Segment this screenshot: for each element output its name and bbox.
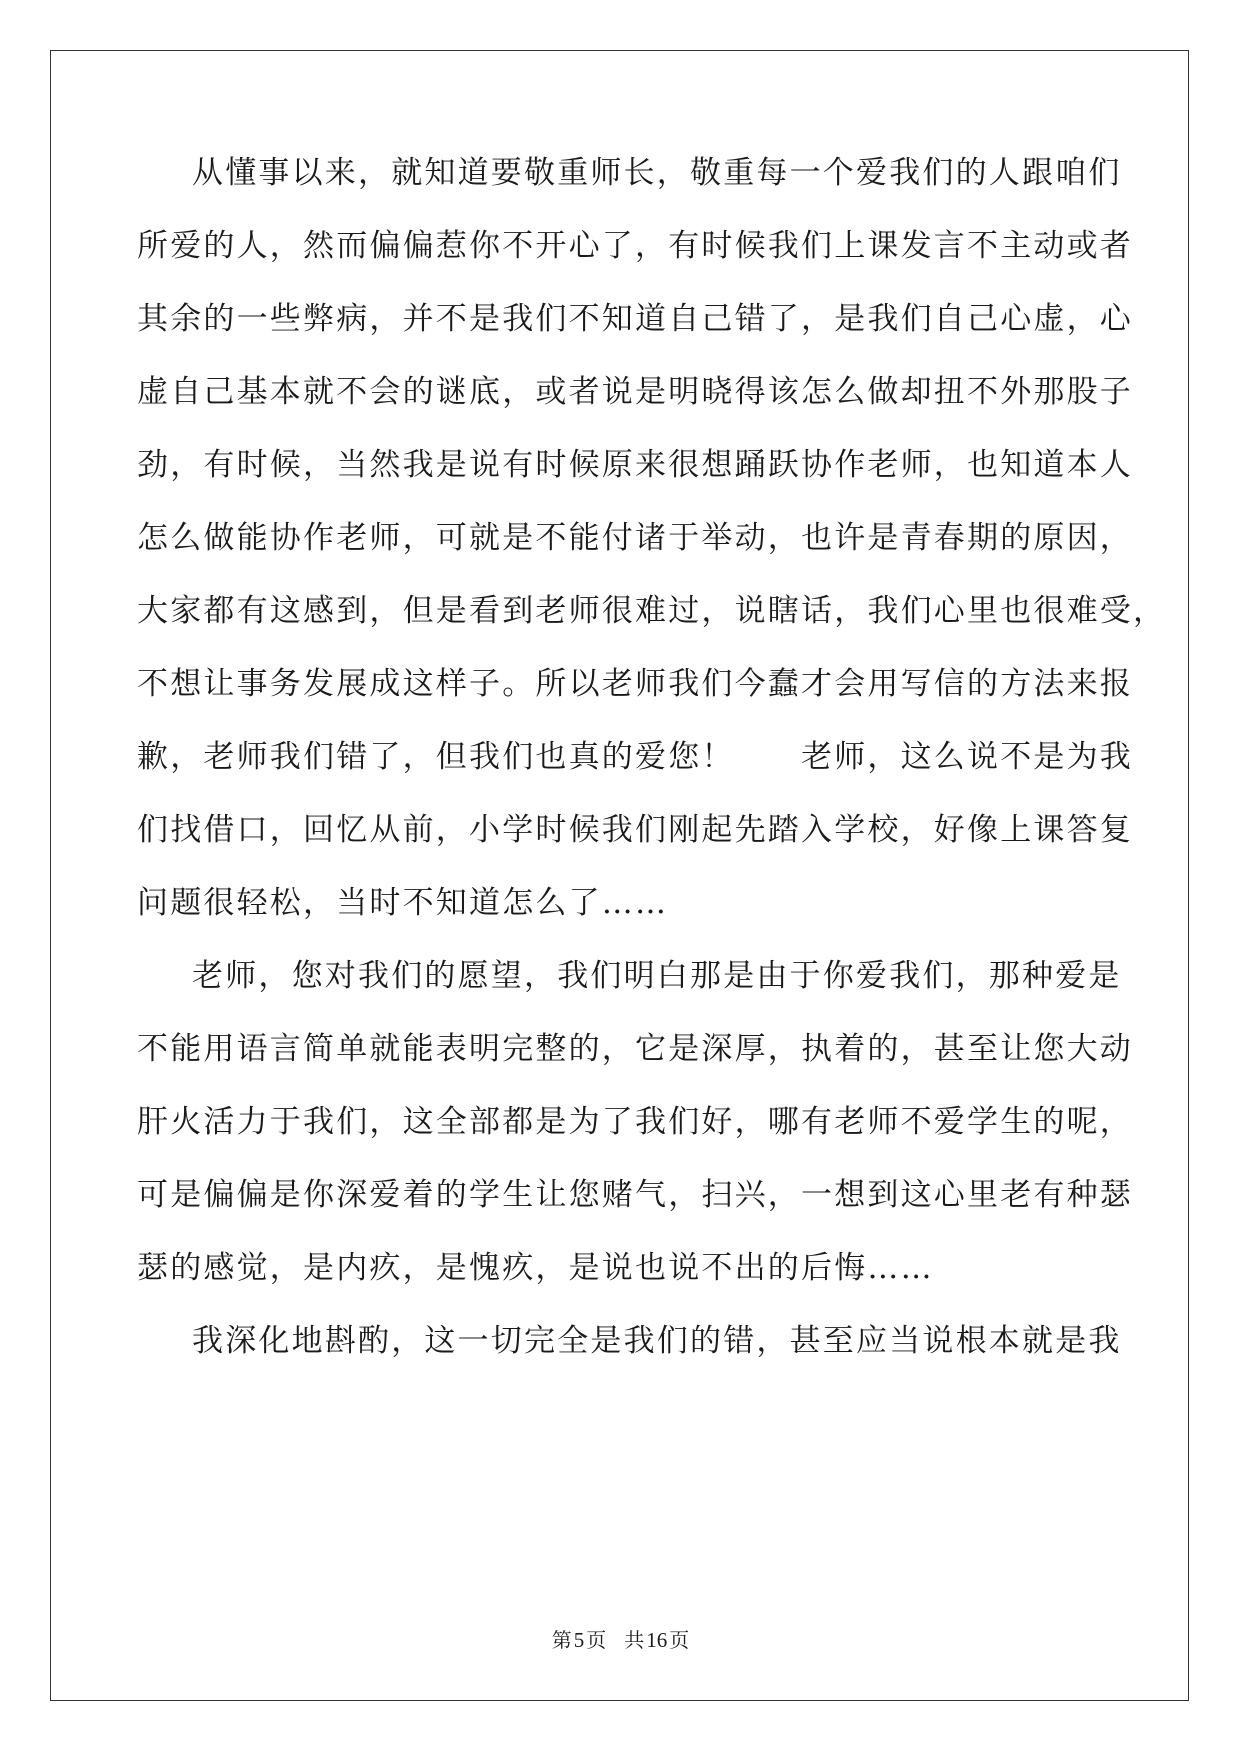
footer-page-number: 5 [573, 1628, 585, 1652]
text-line-14: 肝火活力于我们，这全部都是为了我们好，哪有老师不爱学生的呢， [137, 1104, 1133, 1140]
text-line-9: 歉，老师我们错了，但我们也真的爱您！ 老师，这么说不是为我 [137, 739, 1133, 775]
text-line-15: 可是偏偏是你深爱着的学生让您赌气，扫兴，一想到这心里老有种瑟 [137, 1177, 1133, 1213]
footer-page-suffix: 页 [586, 1628, 607, 1652]
footer-total-prefix: 共 [624, 1628, 645, 1652]
footer-page-prefix: 第 [551, 1628, 572, 1652]
text-line-16: 瑟的感觉，是内疚，是愧疚，是说也说不出的后悔…… [137, 1250, 934, 1286]
text-line-6: 怎么做能协作老师，可就是不能付诸于举动，也许是青春期的原因， [137, 520, 1133, 556]
page-footer [0, 1628, 1241, 1652]
text-line-17: 我深化地斟酌，这一切完全是我们的错，甚至应当说根本就是我 [192, 1323, 1122, 1359]
text-line-4: 虚自己基本就不会的谜底，或者说是明晓得该怎么做却扭不外那股子 [137, 374, 1133, 410]
text-line-8: 不想让事务发展成这样子。所以老师我们今蠢才会用写信的方法来报 [137, 666, 1133, 702]
text-line-10: 们找借口，回忆从前，小学时候我们刚起先踏入学校，好像上课答复 [137, 812, 1133, 848]
text-line-7: 大家都有这感到，但是看到老师很难过，说瞎话，我们心里也很难受， [137, 593, 1167, 629]
text-line-1: 从懂事以来，就知道要敬重师长，敬重每一个爱我们的人跟咱们 [192, 155, 1122, 191]
text-line-11: 问题很轻松，当时不知道怎么了…… [137, 885, 669, 921]
text-line-13: 不能用语言简单就能表明完整的，它是深厚，执着的，甚至让您大动 [137, 1031, 1133, 1067]
footer-total-suffix: 页 [669, 1628, 690, 1652]
text-line-3: 其余的一些弊病，并不是我们不知道自己错了，是我们自己心虚，心 [137, 301, 1133, 337]
page-frame [50, 50, 1189, 1701]
text-line-2: 所爱的人，然而偏偏惹你不开心了，有时候我们上课发言不主动或者 [137, 228, 1133, 264]
footer-total-pages: 16 [646, 1628, 668, 1652]
text-line-5: 劲，有时候，当然我是说有时候原来很想踊跃协作老师，也知道本人 [137, 447, 1133, 483]
text-line-12: 老师，您对我们的愿望，我们明白那是由于你爱我们，那种爱是 [192, 958, 1122, 994]
